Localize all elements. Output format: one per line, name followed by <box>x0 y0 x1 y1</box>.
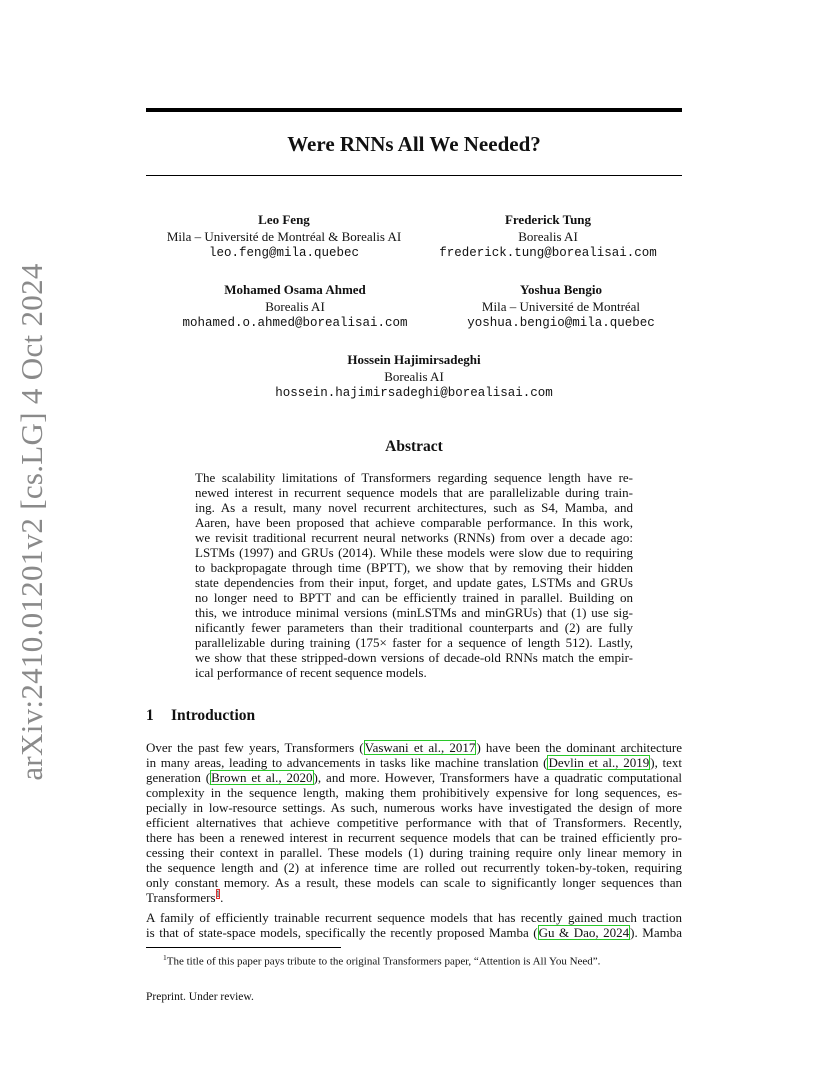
author-affiliation: Mila – Université de Montréal & Borealis AI <box>166 228 402 244</box>
citation-link[interactable]: Gu & Dao, 2024 <box>538 925 630 940</box>
author-block <box>440 282 682 332</box>
author-email: mohamed.o.ahmed@borealisai.com <box>182 316 408 330</box>
abstract-body <box>195 470 633 680</box>
paragraph-line <box>146 770 682 785</box>
paragraph-line <box>146 925 682 940</box>
text-run: ). Mamba <box>630 925 682 940</box>
title-top-rule <box>146 108 682 112</box>
text-run: generation ( <box>146 770 211 785</box>
author-name: Yoshua Bengio <box>520 282 602 297</box>
paragraph-line: pecially in low-resource settings. As such, numerous works have investigated the design of more <box>146 800 682 815</box>
arxiv-identifier: arXiv:2410.01201v2 [cs.LG] 4 Oct 2024 <box>14 263 49 781</box>
author-name: Leo Feng <box>258 212 310 227</box>
author-block <box>146 352 682 402</box>
text-run: Transformers <box>146 890 216 905</box>
paragraph-line: efficient alternatives that achieve competitive performance with that of Transformers. Recently, <box>146 815 682 830</box>
text-run: Over the past few years, Transformers ( <box>146 740 364 755</box>
title-bottom-rule <box>146 175 682 176</box>
author-affiliation: Borealis AI <box>265 298 325 314</box>
abstract-line: ical performance of recent sequence models. <box>195 665 427 680</box>
section-heading <box>146 706 255 725</box>
paper-title: Were RNNs All We Needed? <box>287 132 541 156</box>
paragraph-line: there has been a renewed interest in recurrent sequence models that can be trained efficiently pro- <box>146 830 682 845</box>
paragraph-line: cessing their context in parallel. These models (1) during training require only linear memory in <box>146 845 682 860</box>
footnote-text: The title of this paper pays tribute to the original Transformers paper, “Attention is All You Need”. <box>166 955 601 968</box>
text-run: ) have been the dominant architecture <box>476 740 682 755</box>
paragraph-line: complexity in the sequence length, making them prohibitively expensive for long sequences, es- <box>146 785 682 800</box>
abstract-line: Aaren, have been proposed that achieve comparable performance. In this work, <box>195 515 633 530</box>
footnote <box>163 951 600 969</box>
preprint-notice: Preprint. Under review. <box>146 991 254 1003</box>
abstract-line: state dependencies from their input, forget, and update gates, LSTMs and GRUs <box>195 575 633 590</box>
author-email: yoshua.bengio@mila.quebec <box>467 316 655 330</box>
section-title: Introduction <box>171 707 256 724</box>
paragraph-line: A family of efficiently trainable recurrent sequence models that has recently gained much traction <box>146 910 682 925</box>
text-run: ), and more. However, Transformers have a quadratic computational <box>313 770 682 785</box>
author-affiliation: Borealis AI <box>384 368 444 384</box>
text-run: is that of state-space models, specifically the recently proposed Mamba ( <box>146 925 538 940</box>
abstract-line: The scalability limitations of Transformers regarding sequence length have re- <box>195 470 633 485</box>
author-name: Frederick Tung <box>504 212 592 227</box>
abstract-line: LSTMs (1997) and GRUs (2014). While these models were slow due to requiring <box>195 545 633 560</box>
abstract-line: to backpropagate through time (BPTT), we show that by removing their hidden <box>195 560 633 575</box>
section-number: 1 <box>146 707 154 724</box>
footnote-link[interactable]: 1 <box>215 888 221 899</box>
paragraph-line: only constant memory. As a result, these models can scale to significantly longer sequences than <box>146 875 682 890</box>
author-block <box>146 212 422 262</box>
abstract-line: ing. As a result, many novel recurrent architectures, such as S4, Mamba, and <box>195 500 633 515</box>
abstract-line: we revisit traditional recurrent neural networks (RNNs) from over a decade ago: <box>195 530 633 545</box>
author-block <box>146 282 444 332</box>
citation-link[interactable]: Devlin et al., 2019 <box>548 755 650 770</box>
footnote-rule <box>146 947 341 948</box>
author-name: Hossein Hajimirsadeghi <box>347 352 481 367</box>
abstract-line: nificantly fewer parameters than their traditional counterparts and (2) are fully <box>195 620 633 635</box>
abstract-line: newed interest in recurrent sequence models that are parallelizable during train- <box>195 485 633 500</box>
footnote-marker: 1 <box>163 953 167 962</box>
paragraph-line <box>146 740 682 755</box>
citation-link[interactable]: Brown et al., 2020 <box>211 770 313 785</box>
intro-paragraph-1 <box>146 740 682 905</box>
text-run: in many areas, leading to advancements in tasks like machine translation ( <box>146 755 548 770</box>
paragraph-line <box>146 755 682 770</box>
paragraph-line <box>146 890 682 905</box>
paragraph-line: the sequence length and (2) at inference time are rolled out recurrently token-by-token, requiring <box>146 860 682 875</box>
text-run: . <box>220 890 224 905</box>
abstract-line: this, we introduce minimal versions (minLSTMs and minGRUs) that (1) use sig- <box>195 605 633 620</box>
abstract-line: parallelizable during training (175× faster for a sequence of length 512). Lastly, <box>195 635 633 650</box>
author-affiliation: Mila – Université de Montréal <box>481 298 641 314</box>
intro-paragraph-2 <box>146 910 682 940</box>
arxiv-sidebar <box>2 263 62 781</box>
abstract-line: no longer need to BPTT and can be efficiently trained in parallel. Building on <box>195 590 633 605</box>
author-block <box>414 212 682 262</box>
author-email: leo.feng@mila.quebec <box>208 246 360 260</box>
author-affiliation: Borealis AI <box>518 228 578 244</box>
abstract-line: we show that these stripped-down versions of decade-old RNNs match the empir- <box>195 650 633 665</box>
author-email: hossein.hajimirsadeghi@borealisai.com <box>275 386 553 400</box>
abstract-heading: Abstract <box>385 438 443 455</box>
citation-link[interactable]: Vaswani et al., 2017 <box>364 740 476 755</box>
text-run: ), text <box>650 755 683 770</box>
author-email: frederick.tung@borealisai.com <box>439 246 657 260</box>
author-name: Mohamed Osama Ahmed <box>224 282 366 297</box>
